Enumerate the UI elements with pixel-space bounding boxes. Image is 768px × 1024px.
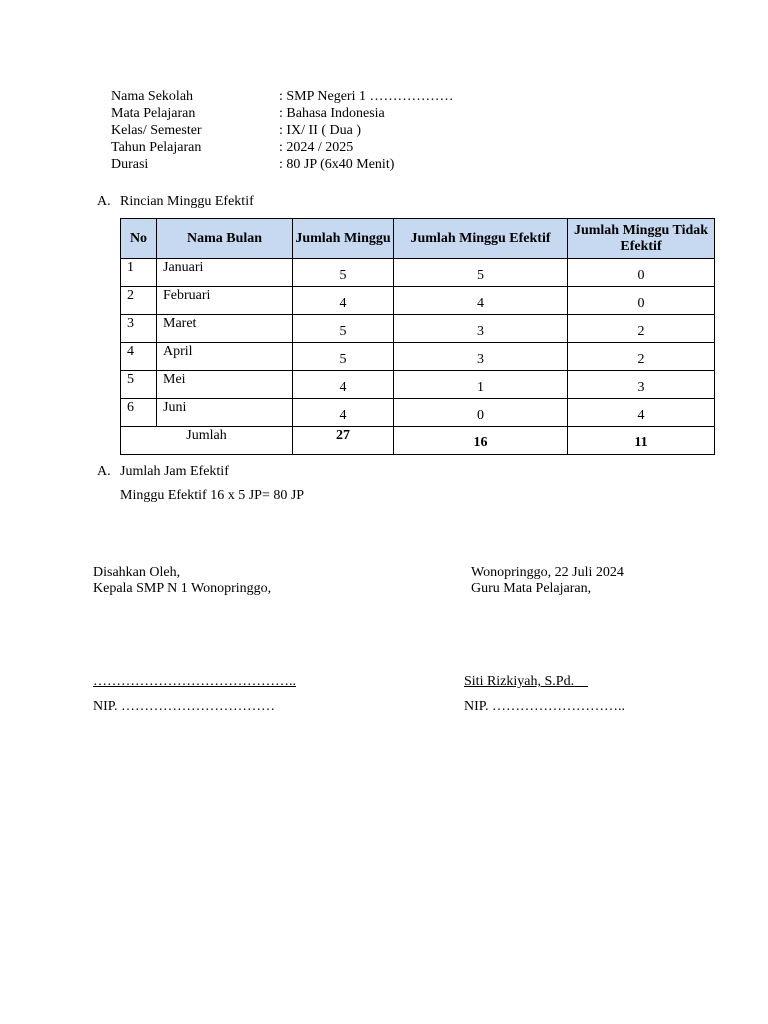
cell-month: April [157, 343, 293, 371]
section-title: Rincian Minggu Efektif [120, 194, 254, 209]
place-date: Wonopringgo, 22 Juli 2024 [471, 565, 624, 580]
cell-no: 4 [121, 343, 157, 371]
table-row [121, 371, 715, 399]
identity-value: : 80 JP (6x40 Menit) [279, 157, 395, 172]
section-heading-rincian [97, 194, 254, 210]
cell-total-weeks: 5 [293, 343, 394, 371]
cell-effective-weeks: 0 [394, 399, 568, 427]
cell-total-weeks: 5 [293, 315, 394, 343]
identity-label: Tahun Pelajaran [111, 140, 202, 155]
table-row [121, 315, 715, 343]
header-effective-weeks: Jumlah Minggu Efektif [394, 219, 568, 259]
cell-month: Mei [157, 371, 293, 399]
cell-effective-weeks: 3 [394, 343, 568, 371]
cell-no: 6 [121, 399, 157, 427]
identity-row-duration [111, 156, 453, 173]
teacher-title: Guru Mata Pelajaran, [471, 581, 592, 596]
cell-no: 2 [121, 287, 157, 315]
cell-non-effective-weeks: 4 [568, 399, 715, 427]
teacher-name-underline-tail [574, 674, 588, 689]
cell-total-weeks: 4 [293, 399, 394, 427]
section-heading-jam [97, 464, 229, 480]
teacher-nip: NIP. ……………………….. [464, 699, 626, 714]
right-signature-header [471, 565, 624, 597]
identity-value: : IX/ II ( Dua ) [279, 123, 362, 138]
table-header-row [121, 219, 715, 259]
teacher-name: Siti Rizkiyah, S.Pd. [464, 674, 575, 689]
identity-label: Nama Sekolah [111, 89, 194, 104]
identity-row-subject [111, 105, 453, 122]
table-total-row [121, 427, 715, 455]
cell-non-effective-weeks: 2 [568, 343, 715, 371]
cell-total-weeks: 5 [293, 259, 394, 287]
cell-no: 5 [121, 371, 157, 399]
cell-non-effective-weeks: 3 [568, 371, 715, 399]
cell-non-effective-weeks: 2 [568, 315, 715, 343]
section-letter: A. [97, 194, 111, 209]
identity-row-year [111, 139, 453, 156]
header-non-effective-weeks: Jumlah Minggu Tidak Efektif [568, 219, 715, 259]
identity-value: : SMP Negeri 1 ……………… [279, 89, 454, 104]
cell-effective-weeks: 3 [394, 315, 568, 343]
cell-effective-weeks: 1 [394, 371, 568, 399]
cell-total-weeks: 4 [293, 371, 394, 399]
cell-no: 3 [121, 315, 157, 343]
cell-effective-weeks: 4 [394, 287, 568, 315]
cell-non-effective-weeks: 0 [568, 287, 715, 315]
total-effective-weeks: 16 [394, 427, 568, 455]
total-label: Jumlah [121, 427, 293, 455]
table-row [121, 287, 715, 315]
identity-value: : 2024 / 2025 [279, 140, 354, 155]
cell-effective-weeks: 5 [394, 259, 568, 287]
identity-label: Kelas/ Semester [111, 123, 202, 138]
cell-month: Januari [157, 259, 293, 287]
identity-label: Durasi [111, 157, 149, 172]
table-row [121, 343, 715, 371]
cell-total-weeks: 4 [293, 287, 394, 315]
table-row [121, 399, 715, 427]
effective-weeks-table [120, 218, 715, 455]
table-row [121, 259, 715, 287]
header-no: No [121, 219, 157, 259]
identity-row-class [111, 122, 453, 139]
total-non-effective-weeks: 11 [568, 427, 715, 455]
identity-value: : Bahasa Indonesia [279, 106, 385, 121]
principal-name-line: …………………………………….. [93, 674, 296, 689]
left-signature-header [93, 565, 271, 597]
identity-row-school [111, 88, 453, 105]
section-title: Jumlah Jam Efektif [120, 464, 229, 479]
total-weeks: 27 [293, 427, 394, 455]
header-total-weeks: Jumlah Minggu [293, 219, 394, 259]
section-letter: A. [97, 464, 111, 479]
teacher-name-line [464, 674, 588, 690]
cell-non-effective-weeks: 0 [568, 259, 715, 287]
effective-hours-calculation: Minggu Efektif 16 x 5 JP= 80 JP [120, 488, 305, 503]
header-month: Nama Bulan [157, 219, 293, 259]
cell-month: Maret [157, 315, 293, 343]
cell-month: Juni [157, 399, 293, 427]
identity-block [111, 88, 453, 173]
principal-title: Kepala SMP N 1 Wonopringgo, [93, 581, 272, 596]
cell-month: Februari [157, 287, 293, 315]
identity-label: Mata Pelajaran [111, 106, 196, 121]
principal-nip: NIP. …………………………… [93, 699, 276, 714]
approved-by-label: Disahkan Oleh, [93, 565, 181, 580]
cell-no: 1 [121, 259, 157, 287]
